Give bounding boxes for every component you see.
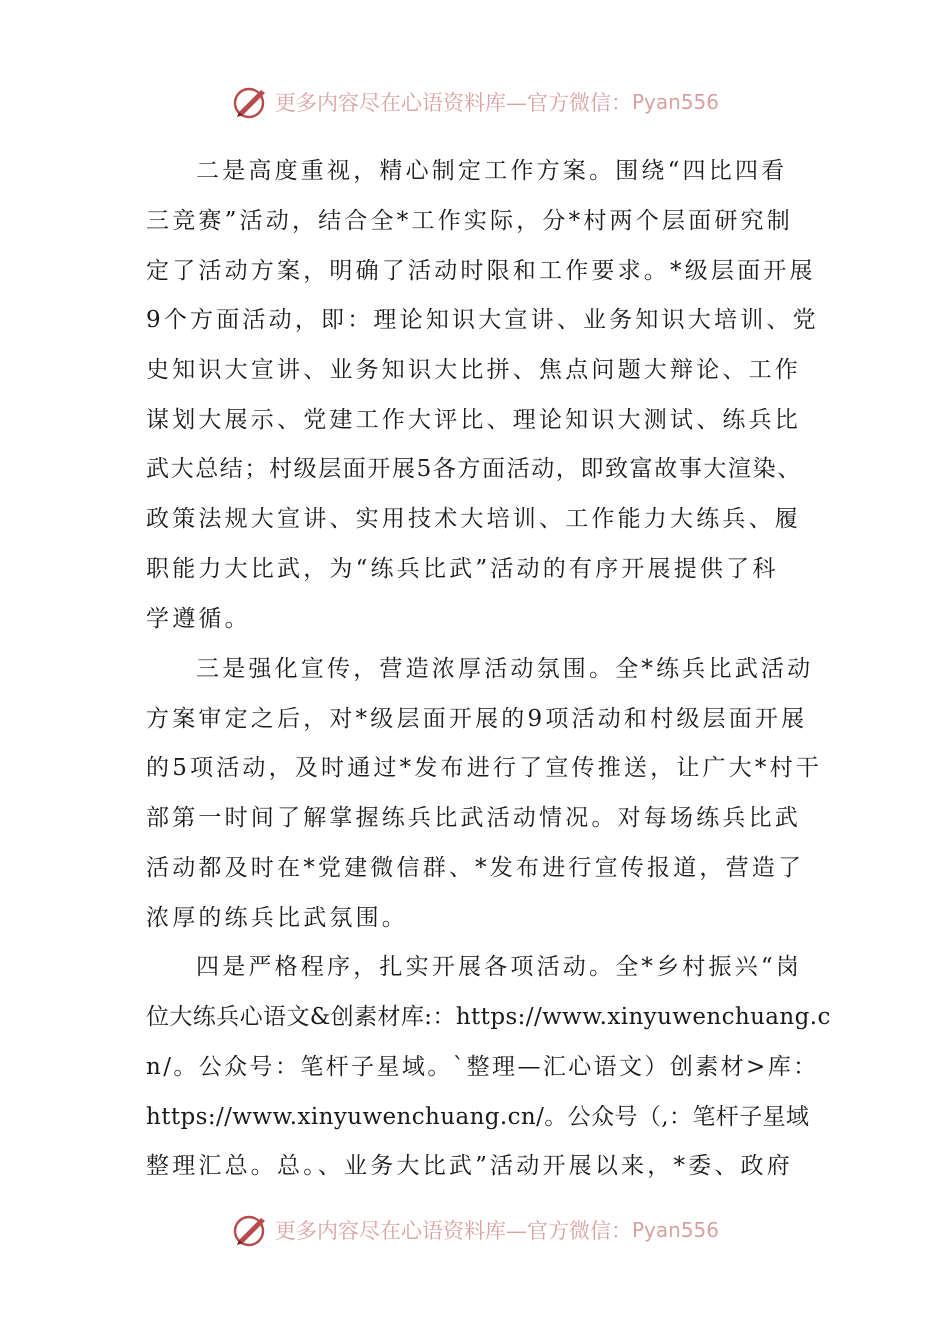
footer-banner-text: 更多内容尽在心语资料库—官方微信：	[274, 1219, 632, 1243]
body-line-1: 二是高度重视，精心制定工作方案。围绕“四比四看	[196, 158, 788, 184]
body-line-12: 方案审定之后，对*级层面开展的9项活动和村级层面开展	[146, 706, 808, 732]
body-line-6: 谋划大展示、党建工作大评比、理论知识大测试、练兵比	[146, 407, 801, 433]
body-line-19: n/。公众号：笔杆子星域。`整理—汇心语文）创素材>库：	[146, 1054, 819, 1080]
body-line-15: 活动都及时在*党建微信群、*发布进行宣传报道，营造了	[146, 855, 805, 881]
footer-wechat-id: Pyan556	[631, 1218, 719, 1242]
body-line-21: 整理汇总。总。、业务大比武”活动开展以来，*委、政府	[146, 1153, 793, 1179]
body-line-3: 定了活动方案，明确了活动时限和工作要求。*级层面开展	[146, 258, 816, 284]
body-line-20: https://www.xinyuwenchuang.cn/。公众号（,：笔杆子星域	[146, 1104, 810, 1130]
pen-logo-icon	[231, 1212, 271, 1248]
body-line-4: 9个方面活动，即：理论知识大宣讲、业务知识大培训、党	[146, 307, 819, 333]
body-line-7: 武大总结；村级层面开展5各方面活动，即致富故事大渲染、	[146, 456, 802, 482]
body-line-14: 部第一时间了解掌握练兵比武活动情况。对每场练兵比武	[146, 805, 801, 831]
header-wechat-id: Pyan556	[631, 90, 719, 114]
body-line-2: 三竞赛”活动，结合全*工作实际，分*村两个层面研究制	[146, 208, 793, 234]
body-line-8: 政策法规大宣讲、实用技术大培训、工作能力大练兵、履	[146, 506, 801, 532]
footer-banner	[0, 1208, 950, 1252]
body-line-18: 位大练兵心语文&创素材库:：https://www.xinyuwenchuang.c	[146, 1004, 831, 1030]
body-line-13: 的5项活动，及时通过*发布进行了宣传推送，让广大*村干	[146, 755, 823, 781]
body-line-17: 四是严格程序，扎实开展各项活动。全*乡村振兴“岗	[196, 954, 803, 980]
body-line-11: 三是强化宣传，营造浓厚活动氛围。全*练兵比武活动	[196, 656, 814, 682]
header-banner-text: 更多内容尽在心语资料库—官方微信：	[274, 91, 632, 115]
body-line-10: 学遵循。	[146, 606, 251, 632]
body-line-5: 史知识大宣讲、业务知识大比拼、焦点问题大辩论、工作	[146, 357, 801, 383]
body-line-9: 职能力大比武，为“练兵比武”活动的有序开展提供了科	[146, 556, 779, 582]
body-line-16: 浓厚的练兵比武氛围。	[146, 905, 408, 931]
